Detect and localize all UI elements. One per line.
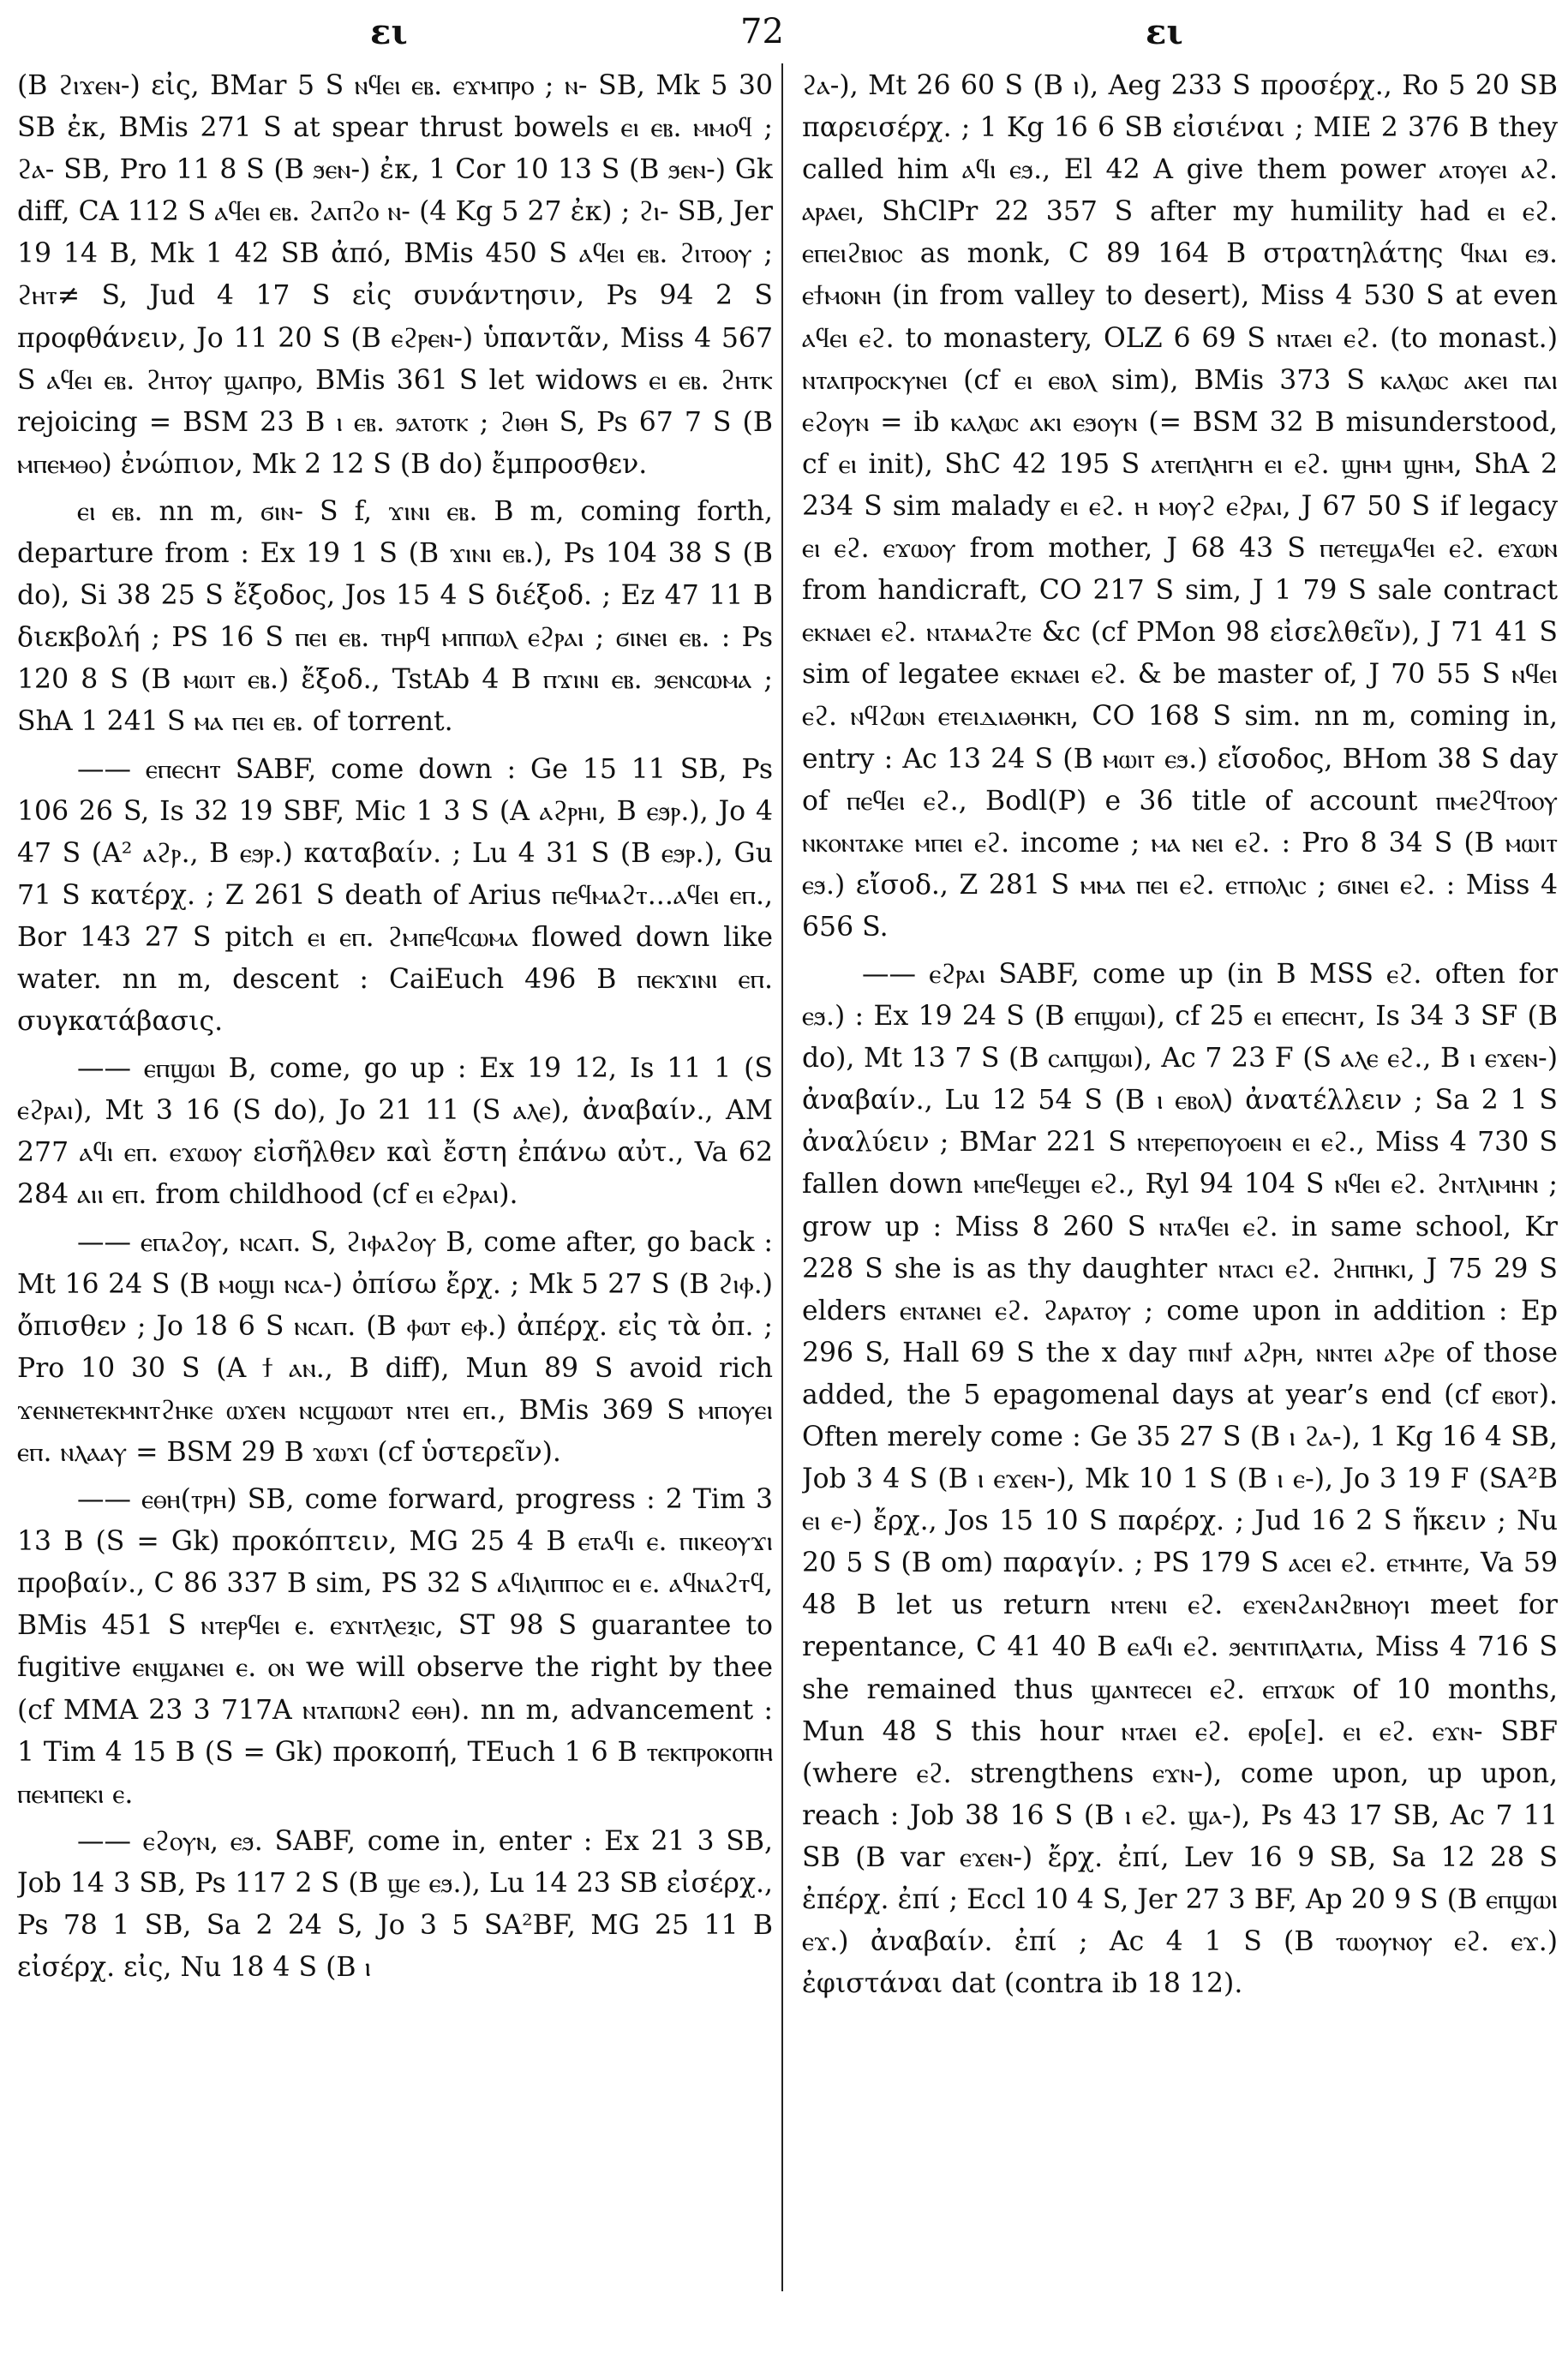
entry-paragraph: —— ⲉⲡⲁϩⲟⲩ, ⲛⲥⲁⲡ. S, ϩⲓⲫⲁϩⲟⲩ B, come after, go back : Mt 16 24 S (B ⲙⲟϣⲓ ⲛⲥⲁ-) ὀπίσω ἔρχ. ; Mk 5 27 S (B ϩⲓⲫ.) ὄπισθεν ; Jo 18 6 S ⲛⲥⲁⲡ. (B ⲫⲱⲧ ⲉⲫ.) ἀπέρχ. εἰς τὰ ὀπ. ; Pro 10 30 S (A ϯ ⲁⲛ., B diff), Mun 89 S avoid rich ϫⲉⲛⲛⲉⲧⲉⲕⲙⲛⲧϩⲏⲕⲉ ⲱϫⲉⲛ ⲛⲥϣⲱⲱⲧ ⲛⲧⲉⲓ ⲉⲡ., BMis 369 S ⲙⲡⲟⲩⲉⲓ ⲉⲡ. ⲛⲗⲁⲁⲩ = BSM 29 B ϫⲱϫⲓ (cf ὑστερεῖν).: [17, 1226, 773, 1468]
entry-paragraph: —— ⲉⲡⲉⲥⲏⲧ SABF, come down : Ge 15 11 SB, Ps 106 26 S, Is 32 19 SBF, Mic 1 3 S (A ⲁϩⲣⲏⲓ, B ⲉϧⲣ.), Jo 4 47 S (A² ⲁϩⲣ., B ⲉϧⲣ.) καταβαίν. ; Lu 4 31 S (B ⲉϧⲣ.), Gu 71 S κατέρχ. ; Z 261 S death of Arius ⲡⲉϥⲙⲁϩⲧ...ⲁϥⲉⲓ ⲉⲡ., Bor 143 27 S pitch ⲉⲓ ⲉⲡ. ϩⲙⲡⲉϥⲥⲱⲙⲁ flowed down like water. nn m, descent : CaiEuch 496 B ⲡⲉⲕϫⲓⲛⲓ ⲉⲡ. συγκατάβασις.: [17, 753, 773, 1038]
entry-paragraph: (B ϩⲓϫⲉⲛ-) εἰς, BMar 5 S ⲛϥⲉⲓ ⲉⲃ. ⲉϫⲙⲡⲣⲟ ; ⲛ- SB, Mk 5 30 SB ἐκ, BMis 271 S at spear thrust bowels ⲉⲓ ⲉⲃ. ⲙⲙⲟϥ ; ϩⲁ- SB, Pro 11 8 S (B ϧⲉⲛ-) ἐκ, 1 Cor 10 13 S (B ϧⲉⲛ-) Gk diff, CA 112 S ⲁϥⲉⲓ ⲉⲃ. ϩⲁⲡϩⲟ ⲛ- (4 Kg 5 27 ἐκ) ; ϩⲓ- SB, Jer 19 14 B, Mk 1 42 SB ἀπό, BMis 450 S ⲁϥⲉⲓ ⲉⲃ. ϩⲓⲧⲟⲟⲩ ; ϩⲏⲧ≠ S, Jud 4 17 S εἰς συνάντησιν, Ps 94 2 S προφθάνειν, Jo 11 20 S (B ⲉϩⲣⲉⲛ-) ὑπαντᾶν, Miss 4 567 S ⲁϥⲉⲓ ⲉⲃ. ϩⲏⲧⲟⲩ ϣⲁⲡⲣⲟ, BMis 361 S let widows ⲉⲓ ⲉⲃ. ϩⲏⲧⲕ rejoicing = BSM 23 B ⲓ ⲉⲃ. ϧⲁⲧⲟⲧⲕ ; ϩⲓⲑⲏ S, Ps 67 7 S (B ⲙⲡⲉⲙⲑⲟ) ἐνώπιον, Mk 2 12 S (B do) ἔμπροσθεν.: [17, 70, 773, 480]
page-header: [0, 12, 1568, 55]
entry-paragraph: ⲉⲓ ⲉⲃ. nn m, ϭⲓⲛ- S f, ϫⲓⲛⲓ ⲉⲃ. B m, coming forth, departure from : Ex 19 1 S (B ϫⲓⲛⲓ ⲉⲃ.), Ps 104 38 S (B do), Si 38 25 S ἔξοδος, Jos 15 4 S διέξοδ. ; Ez 47 11 B διεκβολή ; PS 16 S ⲡⲉⲓ ⲉⲃ. ⲧⲏⲣϥ ⲙⲡⲡⲱⲗ ⲉϩⲣⲁⲓ ; ϭⲓⲛⲉⲓ ⲉⲃ. : Ps 120 8 S (B ⲙⲱⲓⲧ ⲉⲃ.) ἔξοδ., TstAb 4 B ⲡϫⲓⲛⲓ ⲉⲃ. ϧⲉⲛⲥⲱⲙⲁ ; ShA 1 241 S ⲙⲁ ⲡⲉⲓ ⲉⲃ. of torrent.: [17, 495, 773, 738]
entry-paragraph: —— ⲉϩⲣⲁⲓ SABF, come up (in B MSS ⲉϩ. often for ⲉϧ.) : Ex 19 24 S (B ⲉⲡϣⲱⲓ), cf 25 ⲉⲓ ⲉⲡⲉⲥⲏⲧ, Is 34 3 SF (B do), Mt 13 7 S (B ⲥⲁⲡϣⲱⲓ), Ac 7 23 F (S ⲁⲗⲉ ⲉϩ., B ⲓ ⲉϫⲉⲛ-) ἀναβαίν., Lu 12 54 S (B ⲓ ⲉⲃⲟⲗ) ἀνατέλλειν ; Sa 2 1 S ἀναλύειν ; BMar 221 S ⲛⲧⲉⲣⲉⲡⲟⲩⲟⲉⲓⲛ ⲉⲓ ⲉϩ., Miss 4 730 S fallen down ⲙⲡⲉϥⲉϣⲉⲓ ⲉϩ., Ryl 94 104 S ⲛϥⲉⲓ ⲉϩ. ϩⲛⲧⲗⲓⲙⲏⲛ ; grow up : Miss 8 260 S ⲛⲧⲁϥⲉⲓ ⲉϩ. in same school, Kr 228 S she is as thy daughter ⲛⲧⲁⲥⲓ ⲉϩ. ϩⲏⲡⲏⲕⲓ, J 75 29 S elders ⲉⲛⲧⲁⲛⲉⲓ ⲉϩ. ϩⲁⲣⲁⲧⲟⲩ ; come upon in addition : Ep 296 S, Hall 69 S the x day ⲡⲓⲛϯ ⲁϩⲣⲏ, ⲛⲛⲧⲉⲓ ⲁϩⲣⲉ of those added, the 5 epagomenal days at year’s end (cf ⲉⲃⲟⲧ). Often merely come : Ge 35 27 S (B ⲓ ϩⲁ-), 1 Kg 16 4 SB, Job 3 4 S (B ⲓ ⲉϫⲉⲛ-), Mk 10 1 S (B ⲓ ⲉ-), Jo 3 19 F (SA²B ⲉⲓ ⲉ-) ἔρχ., Jos 15 10 S παρέρχ. ; Jud 16 2 S ἥκειν ; Nu 20 5 S (B om) παραγίν. ; PS 179 S ⲁⲥⲉⲓ ⲉϩ. ⲉⲧⲙⲏⲧⲉ, Va 59 48 B let us return ⲛⲧⲉⲛⲓ ⲉϩ. ⲉϫⲉⲛϩⲁⲛϩⲃⲏⲟⲩⲓ meet for repentance, C 41 40 B ⲉⲁϥⲓ ⲉϩ. ϧⲉⲛⲧⲓⲡⲗⲁⲧⲓⲁ, Miss 4 716 S she remained thus ϣⲁⲛⲧⲉⲥⲉⲓ ⲉϩ. ⲉⲡϫⲱⲕ of 10 months, Mun 48 S this hour ⲛⲧⲁⲉⲓ ⲉϩ. ⲉⲣⲟ[ⲉ]. ⲉⲓ ⲉϩ. ⲉϫⲛ- SBF (where ⲉϩ. strengthens ⲉϫⲛ-), come upon, up upon, reach : Job 38 16 S (B ⲓ ⲉϩ. ϣⲁ-), Ps 43 17 SB, Ac 7 11 SB (B var ⲉϫⲉⲛ-) ἔρχ. ἐπί, Lev 16 9 SB, Sa 12 28 S ἐπέρχ. ἐπί ; Eccl 10 4 S, Jer 27 3 BF, Ap 20 9 S (B ⲉⲡϣⲱⲓ ⲉϫ.) ἀναβαίν. ἐπί ; Ac 4 1 S (B ⲧⲱⲟⲩⲛⲟⲩ ⲉϩ. ⲉϫ.) ἐφιστάναι dat (contra ib 18 12).: [802, 958, 1558, 2000]
entry-paragraph: —— ⲉϩⲟⲩⲛ, ⲉϧ. SABF, come in, enter : Ex 21 3 SB, Job 14 3 SB, Ps 117 2 S (B ϣⲉ ⲉϧ.), Lu 14 23 SB εἰσέρχ., Ps 78 1 SB, Sa 2 24 S, Jo 3 5 SA²BF, MG 25 11 B εἰσέρχ. εἰς, Nu 18 4 S (B ⲓ: [17, 1825, 773, 1984]
right-column: [802, 65, 1558, 2310]
left-column: [17, 65, 773, 2310]
header-left-headword: ει: [370, 12, 408, 52]
entry-paragraph: —— ⲉⲡϣⲱⲓ B, come, go up : Ex 19 12, Is 11 1 (S ⲉϩⲣⲁⲓ), Mt 3 16 (S do), Jo 21 11 (S ⲁⲗⲉ), ἀναβαίν., AM 277 ⲁϥⲓ ⲉⲡ. ⲉϫⲱⲟⲩ εἰσῆλθεν καὶ ἔστη ἐπάνω αὐτ., Va 62 284 ⲁⲓⲓ ⲉⲡ. from childhood (cf ⲉⲓ ⲉϩⲣⲁⲓ).: [17, 1053, 773, 1211]
column-divider: [781, 63, 783, 2291]
entry-paragraph: —— ⲉⲑⲏ(ⲧⲣⲏ) SB, come forward, progress : 2 Tim 3 13 B (S = Gk) προκόπτειν, MG 25 4 B ⲉⲧⲁϥⲓ ⲉ. ⲡⲓⲕⲉⲟⲩϫⲓ προβαίν., C 86 337 B sim, PS 32 S ⲁϥⲓⲗⲓⲡⲡⲟⲥ ⲉⲓ ⲉ. ⲁϥⲛⲁϩⲧϥ, BMis 451 S ⲛⲧⲉⲣϥⲉⲓ ⲉ. ⲉϫⲛⲧⲗⲉⲝⲓⲥ, ST 98 S guarantee to fugitive ⲉⲛϣⲁⲛⲉⲓ ⲉ. ⲟⲛ we will observe the right by thee (cf MMA 23 3 717A ⲛⲧⲁⲡⲱⲛϩ ⲉⲑⲏ). nn m, advancement : 1 Tim 4 15 B (S = Gk) προκοπή, TEuch 1 6 B ⲧⲉⲕⲡⲣⲟⲕⲟⲡⲏ ⲡⲉⲙⲡⲉⲕⲓ ⲉ.: [17, 1484, 773, 1810]
header-right-headword: ει: [1146, 12, 1183, 52]
page-number: 72: [740, 12, 784, 51]
entry-paragraph: ϩⲁ-), Mt 26 60 S (B ⲓ), Aeg 233 S προσέρχ., Ro 5 20 SB παρεισέρχ. ; 1 Kg 16 6 SB εἰσιέναι ; MIE 2 376 B they called him ⲁϥⲓ ⲉϧ., El 42 A give them power ⲁⲧⲟⲩⲉⲓ ⲁϩ. ⲁⲣⲁⲉⲓ, ShClPr 22 357 S after my humility had ⲉⲓ ⲉϩ. ⲉⲡⲉⲓϩⲃⲓⲟⲥ as monk, C 89 164 B στρατηλάτης ϥⲛⲁⲓ ⲉϧ. ⲉϯⲙⲟⲛⲏ (in from valley to desert), Miss 4 530 S at even ⲁϥⲉⲓ ⲉϩ. to monastery, OLZ 6 69 S ⲛⲧⲁⲉⲓ ⲉϩ. (to monast.) ⲛⲧⲁⲡⲣⲟⲥⲕⲩⲛⲉⲓ (cf ⲉⲓ ⲉⲃⲟⲗ sim), BMis 373 S ⲕⲁⲗⲱⲥ ⲁⲕⲉⲓ ⲡⲁⲓ ⲉϩⲟⲩⲛ = ib ⲕⲁⲗⲱⲥ ⲁⲕⲓ ⲉϧⲟⲩⲛ (= BSM 32 B misunderstood, cf ⲉⲓ init), ShC 42 195 S ⲁⲧⲉⲡⲗⲏⲅⲏ ⲉⲓ ⲉϩ. ϣⲏⲙ ϣⲏⲙ, ShA 2 234 S sim malady ⲉⲓ ⲉϩ. ⲏ ⲙⲟⲩϩ ⲉϩⲣⲁⲓ, J 67 50 S if legacy ⲉⲓ ⲉϩ. ⲉϫⲱⲟⲩ from mother, J 68 43 S ⲡⲉⲧⲉϣⲁϥⲉⲓ ⲉϩ. ⲉϫⲱⲛ from handicraft, CO 217 S sim, J 1 79 S sale contract ⲉⲕⲛⲁⲉⲓ ⲉϩ. ⲛⲧⲁⲙⲁϩⲧⲉ &c (cf PMon 98 εἰσελθεῖν), J 71 41 S sim of legatee ⲉⲕⲛⲁⲉⲓ ⲉϩ. & be master of, J 70 55 S ⲛϥⲉⲓ ⲉϩ. ⲛϥϩⲱⲛ ⲉⲧⲉⲓⲇⲓⲁⲑⲏⲕⲏ, CO 168 S sim. nn m, coming in, entry : Ac 13 24 S (B ⲙⲱⲓⲧ ⲉϧ.) εἴσοδος, BHom 38 S day of ⲡⲉϥⲉⲓ ⲉϩ., Bodl(P) e 36 title of account ⲡⲙⲉϩϥⲧⲟⲟⲩ ⲛⲕⲟⲛⲧⲁⲕⲉ ⲙⲡⲉⲓ ⲉϩ. income ; ⲙⲁ ⲛⲉⲓ ⲉϩ. : Pro 8 34 S (B ⲙⲱⲓⲧ ⲉϧ.) εἴσοδ., Z 281 S ⲙⲙⲁ ⲡⲉⲓ ⲉϩ. ⲉⲧⲡⲟⲗⲓⲥ ; ϭⲓⲛⲉⲓ ⲉϩ. : Miss 4 656 S.: [802, 70, 1558, 943]
